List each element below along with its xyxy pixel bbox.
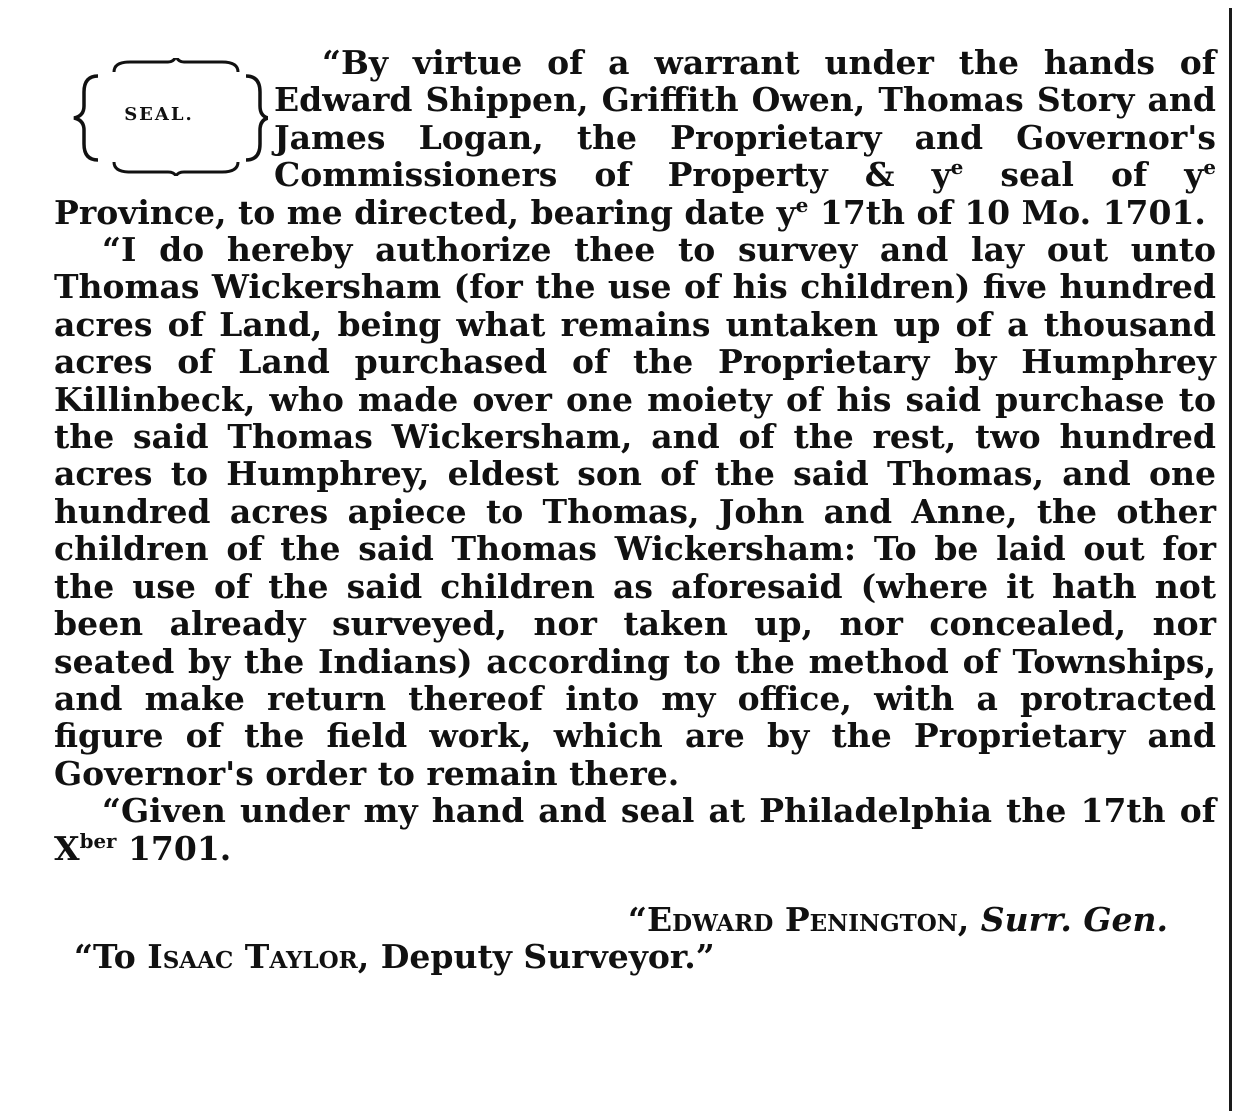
- signature-separator: ,: [957, 899, 981, 939]
- addressee-prefix: “To: [74, 937, 148, 977]
- paragraph-given: [54, 792, 1216, 867]
- signature-name: Edward Penington: [646, 899, 958, 939]
- warrant-line-b: seal of y: [963, 155, 1204, 195]
- column-rule: [1229, 8, 1232, 1111]
- seal-emblem: [70, 58, 268, 176]
- addressee-tail: , Deputy Surveyor.”: [357, 937, 715, 977]
- superscript-e: e: [1203, 155, 1216, 180]
- warrant-line-a: “By virtue of a warrant under the hands of Edward Shippen, Griffith Owen, Thomas Story and James Logan, the Proprietary and Governor's Commissioners of Property & y: [274, 43, 1216, 195]
- superscript-e: e: [795, 192, 809, 217]
- warrant-line-c: Province, to me directed, bearing date y: [54, 192, 796, 232]
- seal-label: SEAL.: [124, 104, 194, 125]
- signature-title: Surr. Gen.: [980, 899, 1168, 939]
- addressee-name: Isaac Taylor: [147, 937, 358, 977]
- warrant-line-d: 17th of 10 Mo. 1701.: [808, 192, 1206, 232]
- signature-quote: “: [627, 899, 647, 939]
- warrant-text: [54, 44, 1216, 976]
- given-text: “Given under my hand and seal at Philadelphia the 17th of X: [54, 791, 1216, 868]
- signature-line: [54, 901, 1216, 938]
- addressee-line: [54, 938, 1216, 975]
- given-year: 1701.: [116, 828, 232, 868]
- superscript-ber: ber: [79, 828, 117, 853]
- superscript-e: e: [950, 155, 964, 180]
- paragraph-authorization: “I do hereby authorize thee to survey and lay out unto Thomas Wickersham (for the use of his children) five hundred acres of Land, being what remains untaken up of a thousand acres of Land purchased of the Proprietary by Humphrey Killinbeck, who made over one moiety of his said purchase to the said Thomas Wickersham, and of the rest, two hundred acres to Humphrey, eldest son of the said Thomas, and one hundred acres apiece to Thomas, John and Anne, the other children of the said Thomas Wickersham: To be laid out for the use of the said children as aforesaid (where it hath not been already surveyed, nor taken up, nor concealed, nor seated by the Indians) according to the method of Townships, and make return thereof into my office, with a protracted figure of the field work, which are by the Proprietary and Governor's order to remain there.: [54, 230, 1216, 793]
